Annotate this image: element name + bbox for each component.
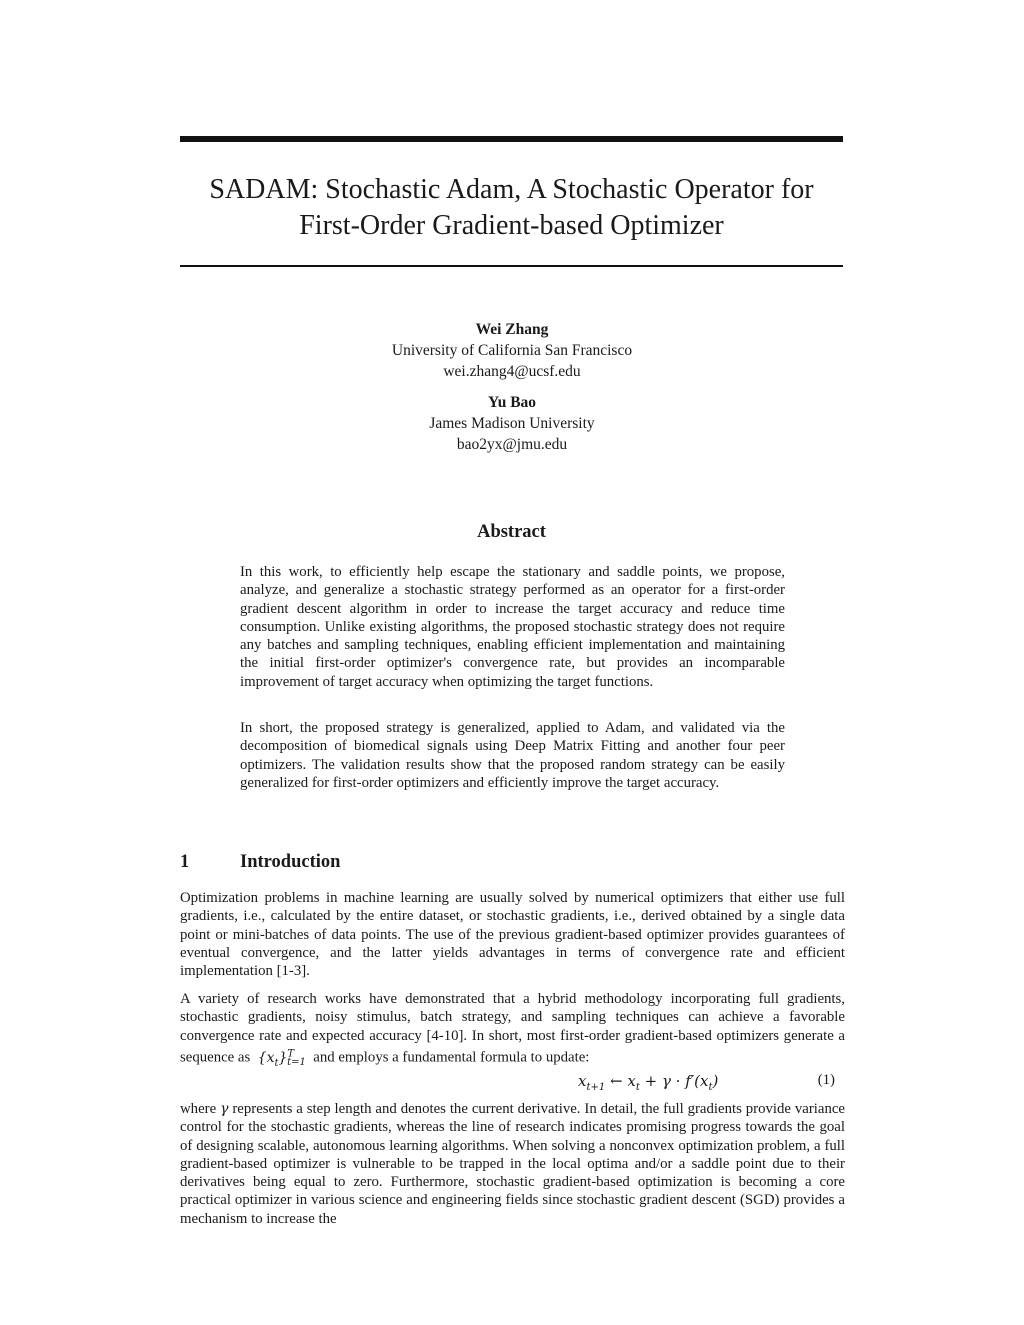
paper-title (180, 172, 843, 244)
author-email: wei.zhang4@ucsf.edu (443, 363, 581, 380)
section-heading-introduction (180, 852, 340, 873)
sequence-math: $\{x_t\}^T_{t=1}$ (257, 1047, 306, 1069)
title-bottom-rule (180, 265, 843, 267)
intro-paragraph-1: Optimization problems in machine learning are usually solved by numerical optimizers that either use full gradients, i.e., calculated by the entire dataset, or stochastic gradients, i.e., derived obtained by a single data point or mini-batches of data points. The use of the previous gradient-based optimizer provides guarantees of eventual convergence, and the latter yields advantages in terms of convergence rate and efficient implementation [1-3]. (180, 890, 845, 980)
abstract-paragraph-2: In short, the proposed strategy is generalized, applied to Adam, and validated via the decomposition of biomedical signals using Deep Matrix Fitting and another four peer optimizers. The validation results show that the proposed random strategy can be easily generalized for first-order optimizers and efficiently improve the target accuracy. (240, 720, 785, 791)
intro-p3-text: where (180, 1101, 217, 1117)
section-title: Introduction (240, 852, 341, 872)
intro-paragraph-3 (180, 1100, 845, 1228)
author-name: Wei Zhang (475, 321, 549, 338)
author-affiliation: James Madison University (429, 415, 595, 432)
intro-paragraph-2 (180, 990, 845, 1073)
title-top-rule (180, 136, 843, 142)
abstract-paragraph-1: In this work, to efficiently help escape the stationary and saddle points, we propose, analyze, and generalize a stochastic strategy performed as an operator for a first-order gradient descent algorithm in order to increase the target accuracy and reduce time consumption. Unlike existing algorithms, the proposed stochastic strategy does not require any batches and sampling techniques, enabling efficient implementation and maintaining the initial first-order optimizer's convergence rate, but provides an incomparable improvement of target accuracy when optimizing the target functions. (240, 564, 785, 690)
abstract-heading: Abstract (477, 522, 546, 542)
title-line-2: First-Order Gradient-based Optimizer (299, 210, 724, 241)
title-line-1: SADAM: Stochastic Adam, A Stochastic Operator for (209, 174, 814, 205)
equation-number: (1) (817, 1072, 835, 1088)
author-email: bao2yx@jmu.edu (456, 436, 568, 453)
author-name: Yu Bao (487, 394, 537, 411)
author-block-2 (300, 392, 724, 455)
intro-p2-text-end: and employs a fundamental formula to update: (313, 1049, 590, 1066)
equation-1 (180, 1072, 845, 1094)
equation-formula: $x_{t+1}$ ← $x_t + \gamma \cdot f'(x_t)$ (578, 1072, 719, 1093)
intro-p3-text-end: represents a step length and denotes the current derivative. In detail, the full gradients provide variance control for the stochastic gradients, whereas the line of research indicates promising progress towards the goal of designing scalable, autonomous learning algorithms. When solving a nonconvex optimization problem, a full gradient-based optimizer is vulnerable to be trapped in the local optima and/or a saddle point due to their derivatives being equal to zero. Furthermore, stochastic gradient-based optimization is becoming a core practical optimizer in various science and engineering fields since stochastic gradient descent (SGD) provides a mechanism to increase the (180, 1101, 845, 1227)
section-number: 1 (180, 852, 190, 872)
intro-p2-text: A variety of research works have demonstrated that a hybrid methodology incorporating full gradients, stochastic gradients, noisy stimulus, batch strategy, and sampling techniques can achieve a favorable convergence rate and expected accuracy [4-10]. In short, most first-order gradient-based optimizers generate a sequence as (180, 991, 845, 1066)
author-affiliation: University of California San Francisco (391, 342, 633, 359)
author-block-1 (300, 319, 724, 382)
gamma-symbol: γ (220, 1101, 229, 1117)
